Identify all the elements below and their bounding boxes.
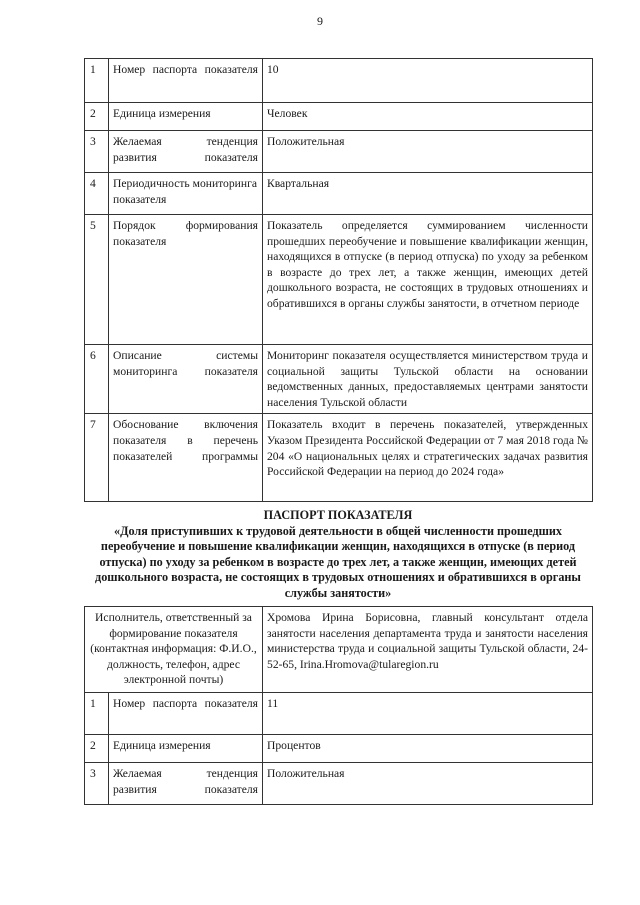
row-number: 3 (85, 131, 109, 173)
row-label: Описание системы мониторинга показателя (109, 345, 263, 414)
row-number: 3 (85, 763, 109, 805)
page-number: 9 (317, 14, 323, 28)
row-value: Мониторинг показателя осуществляется министерством труда и социальной защиты Тульской области на основании ведомственных данных, предоставляемых центрами занятости населения Тульской области (263, 345, 593, 414)
table-row (85, 131, 593, 173)
row-number: 4 (85, 173, 109, 215)
table-row (85, 215, 593, 345)
row-value: Процентов (263, 735, 593, 763)
row-value: Показатель определяется суммированием численности прошедших переобучение и повышение квалификации женщин, находящихся в отпуске (в период отпуска) по уходу за ребенком в возрасте до трех лет, а также женщин, имеющих детей дошкольного возраста, не состоящих в трудовых отношениях и обратившихся в органы службы занятости, в отчетном периоде (263, 215, 593, 345)
row-value: Квартальная (263, 173, 593, 215)
row-label: Желаемая тенденция развития показателя (109, 763, 263, 805)
row-label: Номер паспорта показателя (109, 59, 263, 103)
row-number: 6 (85, 345, 109, 414)
row-value: Положительная (263, 131, 593, 173)
row-label: Номер паспорта показателя (109, 693, 263, 735)
table-row (85, 173, 593, 215)
row-label: Единица измерения (109, 735, 263, 763)
row-label: Единица измерения (109, 103, 263, 131)
indicator-passport-11-table (84, 606, 593, 805)
row-value: 10 (263, 59, 593, 103)
table-row (85, 59, 593, 103)
row-label: Порядок формирования показателя (109, 215, 263, 345)
table-row (85, 693, 593, 735)
row-number: 1 (85, 693, 109, 735)
row-value: 11 (263, 693, 593, 735)
row-value: Человек (263, 103, 593, 131)
row-value: Показатель входит в перечень показателей, утвержденных Указом Президента Российской Федерации от 7 мая 2018 года № 204 «О национальных целях и стратегических задачах развития Российской Федерации на период до 2024 года» (263, 414, 593, 502)
executor-label: Исполнитель, ответственный за формирование показателя (контактная информация: Ф.И.О., должность, телефон, адрес электронной почты) (85, 607, 263, 693)
table-row (85, 763, 593, 805)
table-row (85, 345, 593, 414)
row-label: Обоснование включения показателя в перечень показателей программы (109, 414, 263, 502)
row-number: 5 (85, 215, 109, 345)
table-row (85, 103, 593, 131)
row-label: Желаемая тенденция развития показателя (109, 131, 263, 173)
row-number: 7 (85, 414, 109, 502)
executor-value: Хромова Ирина Борисовна, главный консультант отдела занятости населения департамента труда и занятости населения министерства труда и социальной защиты Тульской области, 24-52-65, Irina.Hromova@tularegion.ru (263, 607, 593, 693)
row-label: Периодичность мониторинга показателя (109, 173, 263, 215)
row-number: 2 (85, 735, 109, 763)
passport-title: ПАСПОРТ ПОКАЗАТЕЛЯ (263, 508, 413, 522)
passport-heading (84, 508, 592, 601)
indicator-passport-10-table (84, 58, 593, 502)
table-row (85, 735, 593, 763)
row-number: 1 (85, 59, 109, 103)
passport-subtitle: «Доля приступивших к трудовой деятельности в общей численности прошедших переобучение и повышение квалификации женщин, находящихся в отпуске (в период отпуска) по уходу за ребенком в возрасте до трех лет, а также женщин, имеющих детей дошкольного возраста, не состоящих в трудовых отношениях и обратившихся в органы службы занятости» (95, 523, 581, 600)
row-number: 2 (85, 103, 109, 131)
row-value: Положительная (263, 763, 593, 805)
executor-row (85, 607, 593, 693)
table-row (85, 414, 593, 502)
